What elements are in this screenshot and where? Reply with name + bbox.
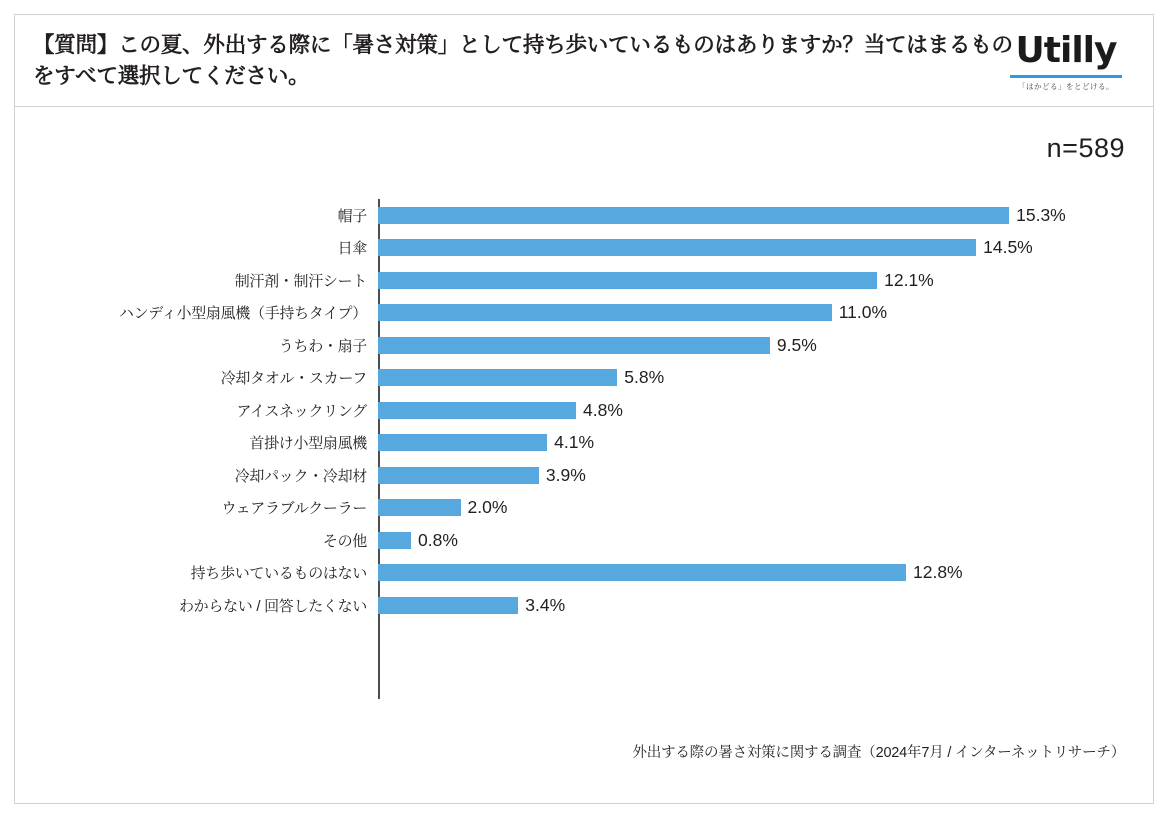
bar [378, 499, 461, 516]
bar-row [15, 459, 1153, 492]
bar-value-label: 12.8% [913, 562, 963, 583]
bar-category-label: 帽子 [337, 207, 367, 225]
logo-wordmark: Utilly [1015, 30, 1117, 71]
bar-category-label: 冷却タオル・スカーフ [220, 370, 367, 388]
bar-value-label: 4.8% [583, 399, 623, 420]
bar-row [15, 362, 1153, 395]
bar-zone [378, 232, 1153, 265]
bar-zone [378, 264, 1153, 297]
bar-zone [378, 524, 1153, 557]
bar-value-label: 15.3% [1016, 204, 1066, 225]
bar-rows [15, 199, 1153, 622]
bar-row [15, 329, 1153, 362]
bar-value-label: 9.5% [776, 334, 817, 355]
bar-row [15, 524, 1153, 557]
question-text: 【質問】この夏、外出する際に「暑さ対策」として持ち歩いているものはありますか？当てはまるものをすべて選択してください。 [33, 32, 1013, 88]
bar-zone [378, 459, 1153, 492]
bar-zone [378, 297, 1153, 330]
bar-row [15, 297, 1153, 330]
bar-category-label: 持ち歩いているものはない [190, 565, 367, 583]
bar-value-label: 3.4% [525, 594, 566, 615]
bar [378, 304, 832, 321]
bar-zone [378, 329, 1153, 362]
bar-category-label: 制汗剤・制汗シート [234, 272, 367, 290]
bar-value-label: 0.8% [418, 529, 458, 550]
bar-value-label: 5.8% [624, 367, 665, 388]
bar-row [15, 232, 1153, 265]
bar-row [15, 557, 1153, 590]
bar [378, 597, 518, 614]
bar [378, 532, 411, 549]
bar-zone [378, 394, 1153, 427]
bar-zone [378, 589, 1153, 622]
bar-chart [15, 199, 1153, 699]
bar-category-label: 首掛け小型扇風機 [249, 435, 367, 453]
bar-row [15, 427, 1153, 460]
bar-category-label: ウェアラブルクーラー [221, 500, 367, 518]
bar-value-label: 4.1% [554, 432, 595, 453]
bar [378, 467, 539, 484]
question-header [15, 15, 1153, 107]
bar [378, 402, 576, 419]
bar-zone [378, 362, 1153, 395]
bar-row [15, 492, 1153, 525]
survey-footnote: 外出する際の暑さ対策に関する調査（2024年7月 / インターネットリサーチ） [632, 745, 1125, 761]
bar-value-label: 2.0% [467, 497, 508, 518]
chart-body [15, 107, 1153, 804]
bar-value-label: 12.1% [884, 269, 934, 290]
bar [378, 564, 906, 581]
utilly-logo [1001, 30, 1131, 92]
bar [378, 272, 877, 289]
chart-frame [14, 14, 1154, 804]
bar-zone [378, 492, 1153, 525]
bar-row [15, 199, 1153, 232]
logo-tagline: 「はかどる」をとどける。 [1018, 82, 1114, 91]
bar-category-label: 日傘 [337, 240, 367, 258]
bar-value-label: 3.9% [545, 464, 586, 485]
bar-row [15, 264, 1153, 297]
bar [378, 434, 547, 451]
bar-category-label: その他 [322, 532, 367, 550]
bar-zone [378, 427, 1153, 460]
logo-underline [1010, 75, 1122, 78]
bar-value-label: 14.5% [983, 237, 1033, 258]
bar [378, 337, 770, 354]
bar-zone [378, 199, 1153, 232]
bar-zone [378, 557, 1153, 590]
sample-size-label: n=589 [1046, 133, 1125, 163]
bar-category-label: わからない / 回答したくない [178, 597, 367, 615]
bar-row [15, 589, 1153, 622]
bar [378, 369, 617, 386]
bar [378, 239, 976, 256]
bar-category-label: アイスネックリング [236, 402, 367, 420]
bar-category-label: ハンディ小型扇風機（手持ちタイプ） [118, 305, 367, 323]
bar-category-label: うちわ・扇子 [278, 337, 367, 355]
bar-row [15, 394, 1153, 427]
bar [378, 207, 1009, 224]
bar-category-label: 冷却パック・冷却材 [234, 467, 367, 485]
bar-value-label: 11.0% [838, 302, 888, 323]
